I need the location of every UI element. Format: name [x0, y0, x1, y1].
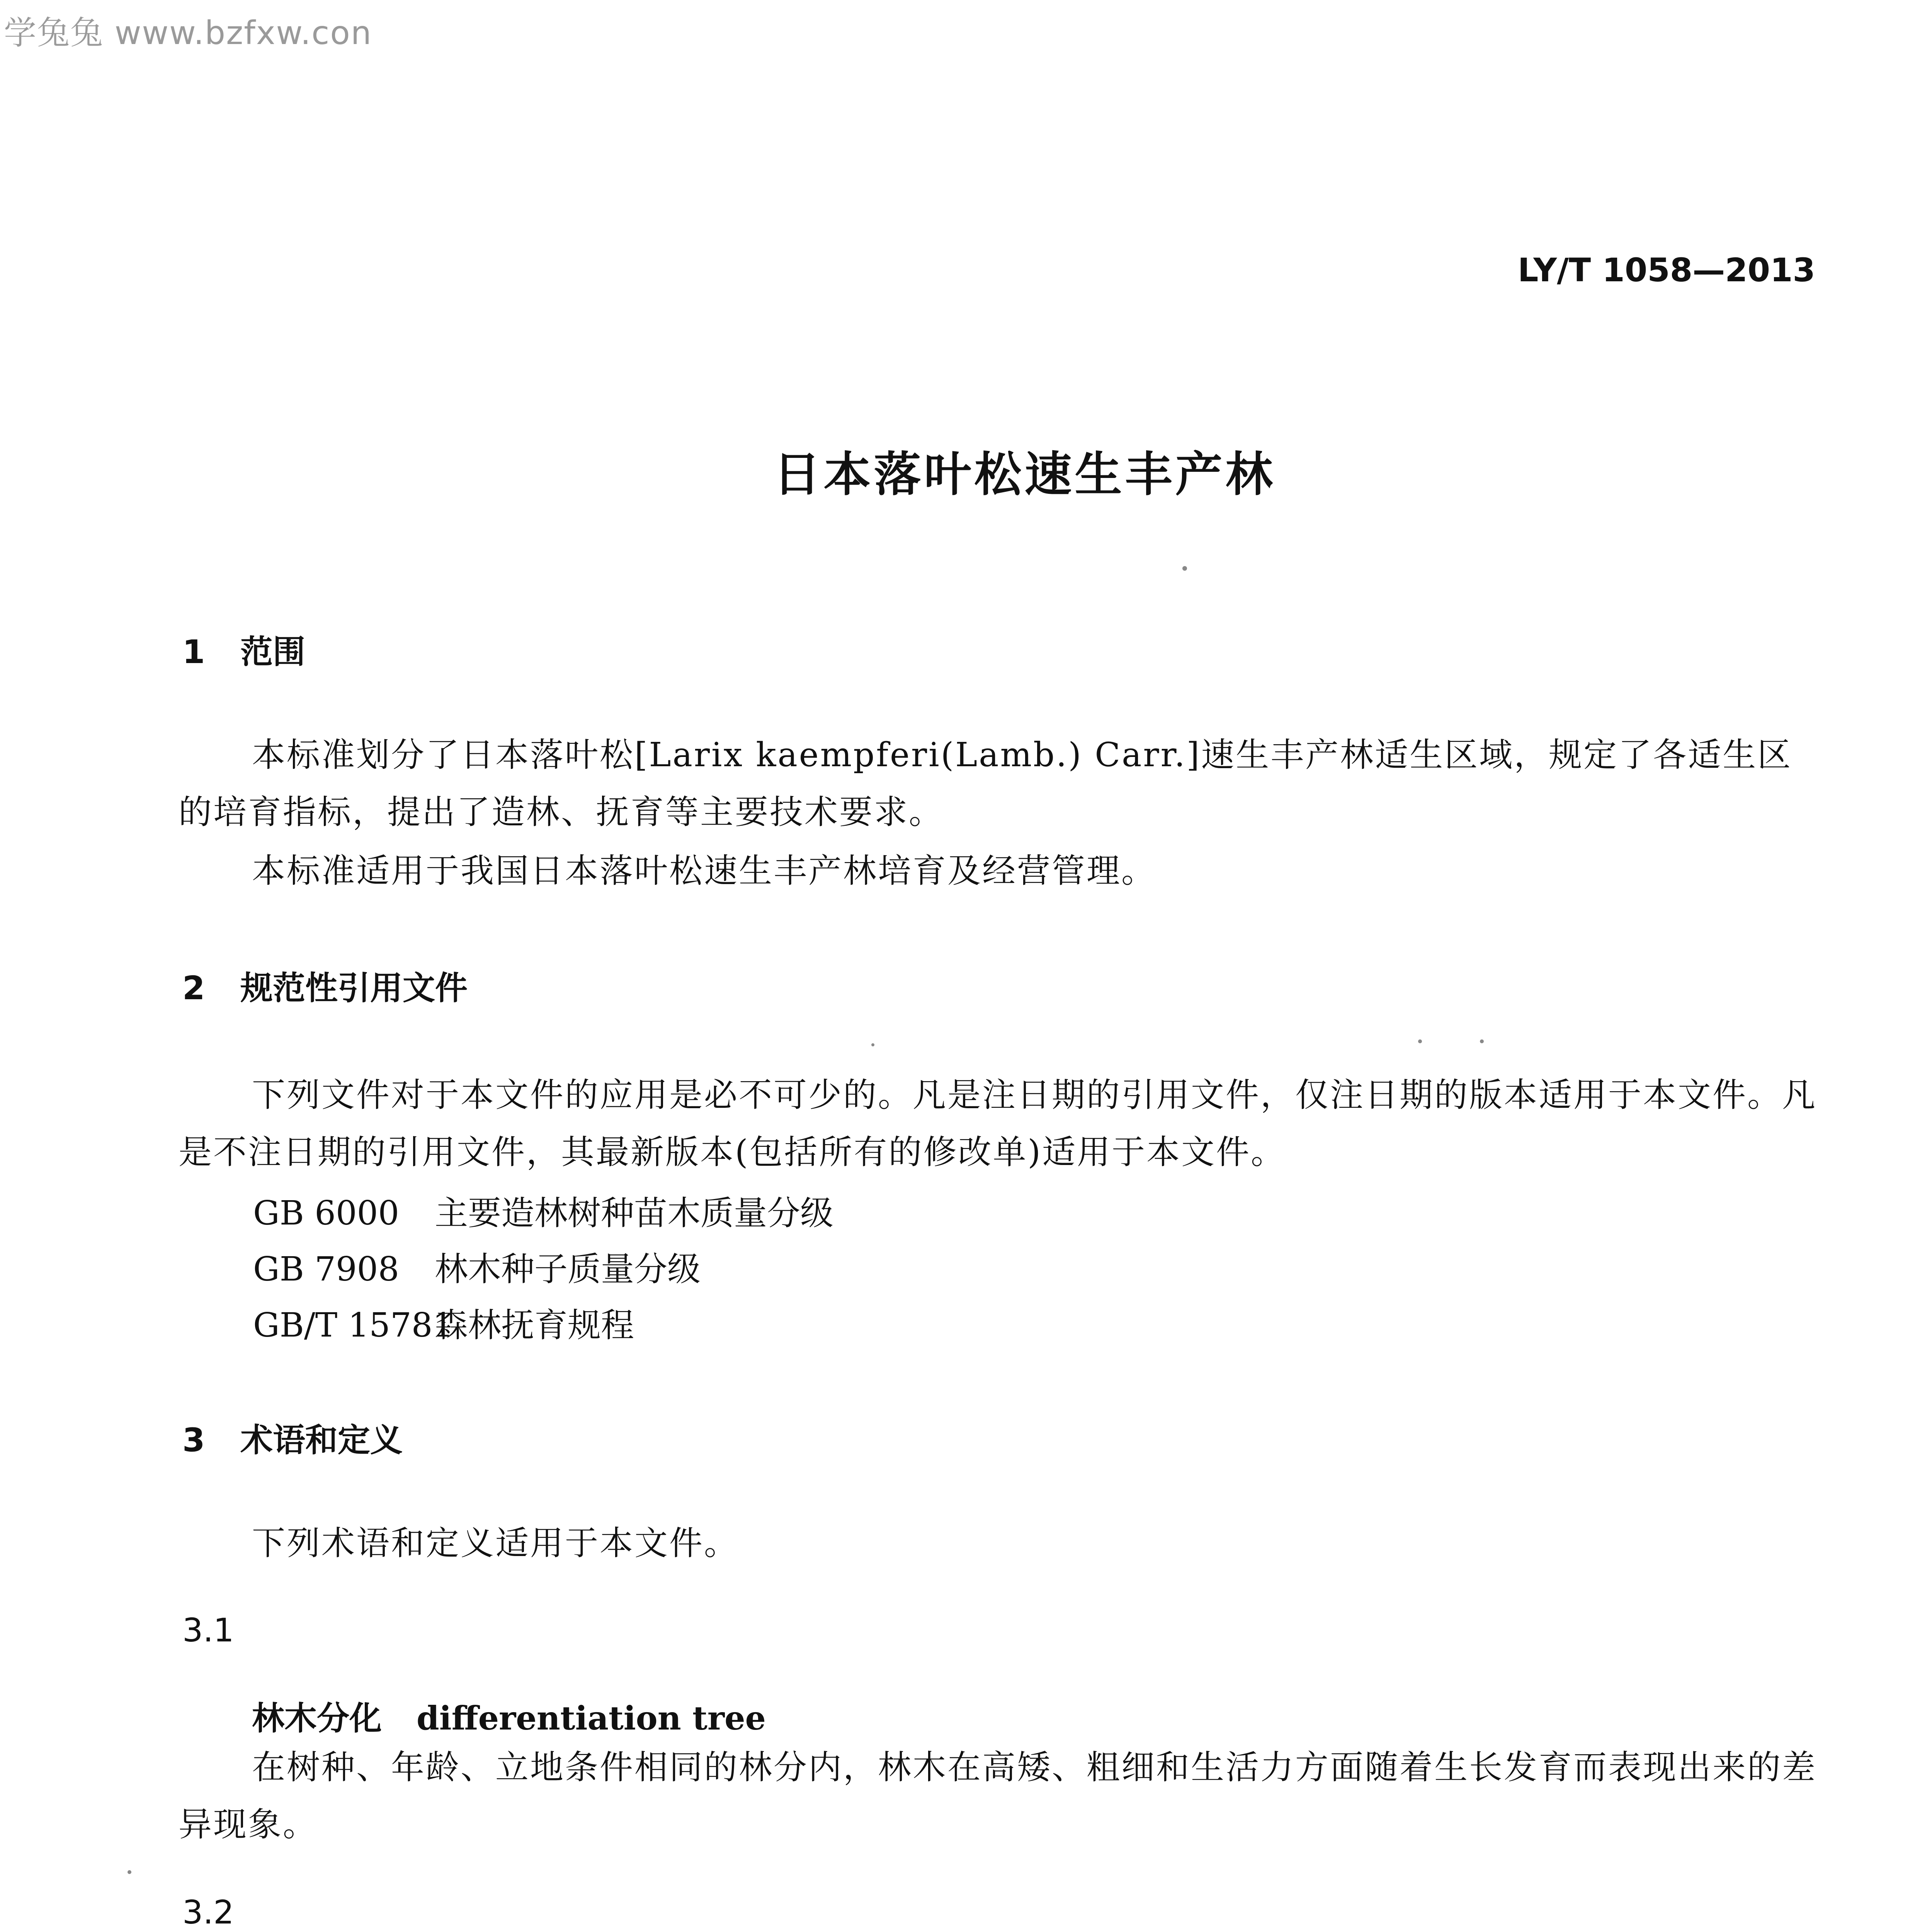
term-entry [252, 1692, 766, 1739]
reference-code: GB 6000 [253, 1194, 400, 1233]
section-title: 规范性引用文件 [240, 969, 468, 1007]
section-2-paragraph-1: 下列文件对于本文件的应用是必不可少的。凡是注日期的引用文件，仅注日期的版本适用于本文件。凡是不注日期的引用文件，其最新版本(包括所有的修改单)适用于本文件。 [179, 1076, 1817, 1172]
document-title: 日本落叶松速生丰产林 [773, 447, 1276, 502]
section-1-paragraph-1: 本标准划分了日本落叶松[Larix kaempferi(Lamb.) Carr.]速生丰产林适生区域，规定了各适生区的培育指标，提出了造林、抚育等主要技术要求。 [179, 736, 1793, 832]
section-title: 范围 [240, 633, 306, 671]
watermark-text: 学兔兔 www.bzfxw.con [4, 14, 372, 52]
scan-speck [1418, 1039, 1422, 1043]
section-title: 术语和定义 [240, 1421, 403, 1459]
reference-title: 主要造林树种苗木质量分级 [435, 1194, 833, 1233]
term-number: 3.1 [182, 1611, 234, 1649]
reference-title: 林木种子质量分级 [435, 1250, 701, 1289]
scan-speck [128, 1870, 131, 1874]
section-number: 1 [182, 633, 205, 671]
term-definition: 在树种、年龄、立地条件相同的林分内，林木在高矮、粗细和生活力方面随着生长发育而表现出来的差异现象。 [179, 1748, 1817, 1844]
term-number: 3.2 [182, 1893, 234, 1931]
section-1-heading [182, 626, 305, 673]
normative-reference [253, 1242, 701, 1290]
scan-speck [1480, 1039, 1484, 1043]
term-chinese: 林木分化 [252, 1699, 382, 1737]
normative-reference [253, 1298, 634, 1346]
section-number: 2 [182, 969, 205, 1007]
scan-speck [871, 1043, 874, 1046]
normative-reference [253, 1186, 833, 1234]
section-2-heading [182, 962, 468, 1009]
standard-number: LY/T 1058—2013 [1517, 251, 1815, 289]
section-3-heading [182, 1414, 403, 1461]
section-number: 3 [182, 1421, 205, 1459]
section-1-paragraph-2: 本标准适用于我国日本落叶松速生丰产林培育及经营管理。 [252, 852, 1156, 890]
reference-code: GB/T 15781 [253, 1306, 454, 1345]
reference-title: 森林抚育规程 [435, 1306, 634, 1345]
reference-code: GB 7908 [253, 1250, 400, 1289]
section-3-paragraph-1: 下列术语和定义适用于本文件。 [252, 1524, 739, 1563]
scan-speck [1182, 566, 1187, 571]
term-english: differentiation tree [417, 1699, 766, 1737]
